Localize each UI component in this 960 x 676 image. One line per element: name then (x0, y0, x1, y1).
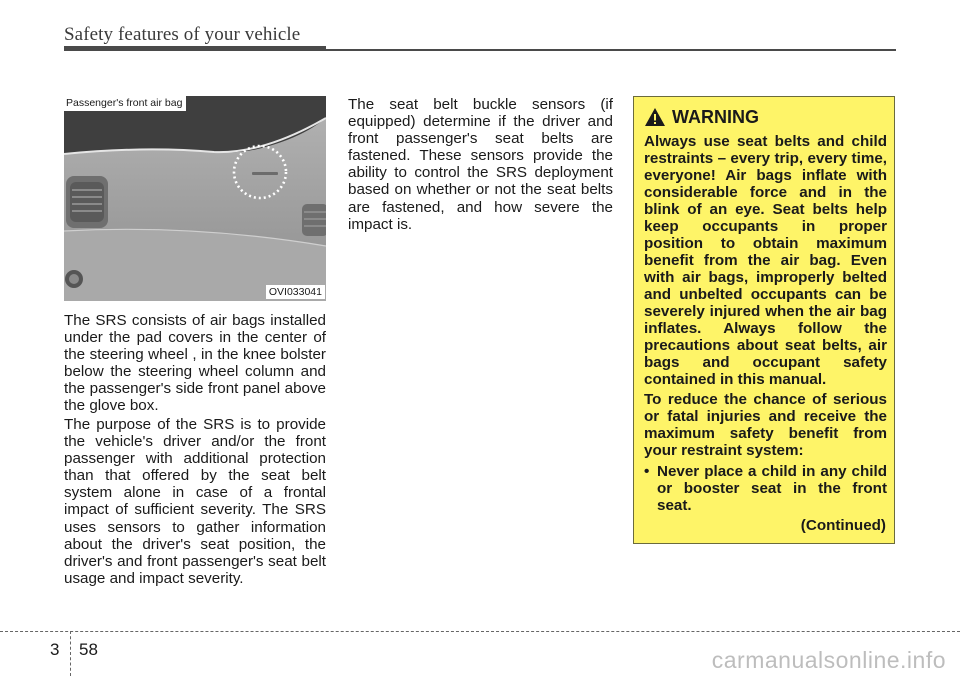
figure-code: OVI033041 (266, 285, 325, 299)
footer-rule (0, 631, 960, 632)
warning-header (644, 106, 759, 128)
airbag-emblem (252, 172, 278, 175)
warning-box (633, 96, 895, 544)
left-air-vent (66, 176, 108, 228)
airbag-figure (64, 96, 326, 301)
warning-bullet-1: Never place a child in any child or booster seat in the front seat. (657, 463, 887, 514)
figure-caption: Passenger's front air bag (64, 96, 186, 111)
srs-purpose-paragraph: The purpose of the SRS is to provide the vehicle's driver and/or the front passenger with additional protection than that offered by the seat belt system alone in case of a frontal impact of sufficient severity. The SRS uses sensors to gather information about the driver's seat position, the driver's and front passenger's seat belt usage and impact severity. (64, 416, 326, 587)
right-air-vent (302, 204, 326, 236)
header-rule-thick (64, 46, 326, 51)
warning-bullet (644, 463, 887, 514)
buckle-sensor-paragraph: The seat belt buckle sensors (if equipped) determine if the driver and front passenger's seat belts are fastened. These sensors provide the ability to control the SRS deployment based on whether or not the seat belts are fastened, and how severe the impact is. (348, 96, 613, 233)
warning-triangle-icon (644, 107, 666, 127)
warning-paragraph-1: Always use seat belts and child restraints – every trip, every time, everyone! Air bags inflate with considerable force and in the blink of an eye. Seat belts help keep occupants in proper position to obtain maximum benefit from the air bag. Even with air bags, improperly belted and unbelted occupants can be severely injured when the air bag inflates. Always follow the precautions about seat belts, air bags and occupant safety contained in this manual. (644, 133, 887, 388)
warning-paragraph-2: To reduce the chance of serious or fatal injuries and receive the maximum safety benefit from your restraint system: (644, 391, 887, 459)
chapter-number: 3 (50, 640, 60, 659)
control-knob (65, 270, 83, 288)
footer-divider (70, 631, 71, 676)
continued-label: (Continued) (800, 517, 886, 534)
bullet-mark: • (644, 463, 650, 480)
page-number: 58 (79, 640, 98, 659)
header-rule-thin (326, 49, 896, 51)
watermark: carmanualsonline.info (711, 647, 946, 673)
srs-overview-paragraph: The SRS consists of air bags installed under the pad covers in the center of the steering wheel , in the knee bolster below the steering wheel column and the passenger's side front panel above the glove box. (64, 312, 326, 415)
header-title: Safety features of your vehicle (64, 24, 301, 45)
airbag-location-illustration (64, 96, 326, 301)
warning-title: WARNING (672, 106, 759, 127)
